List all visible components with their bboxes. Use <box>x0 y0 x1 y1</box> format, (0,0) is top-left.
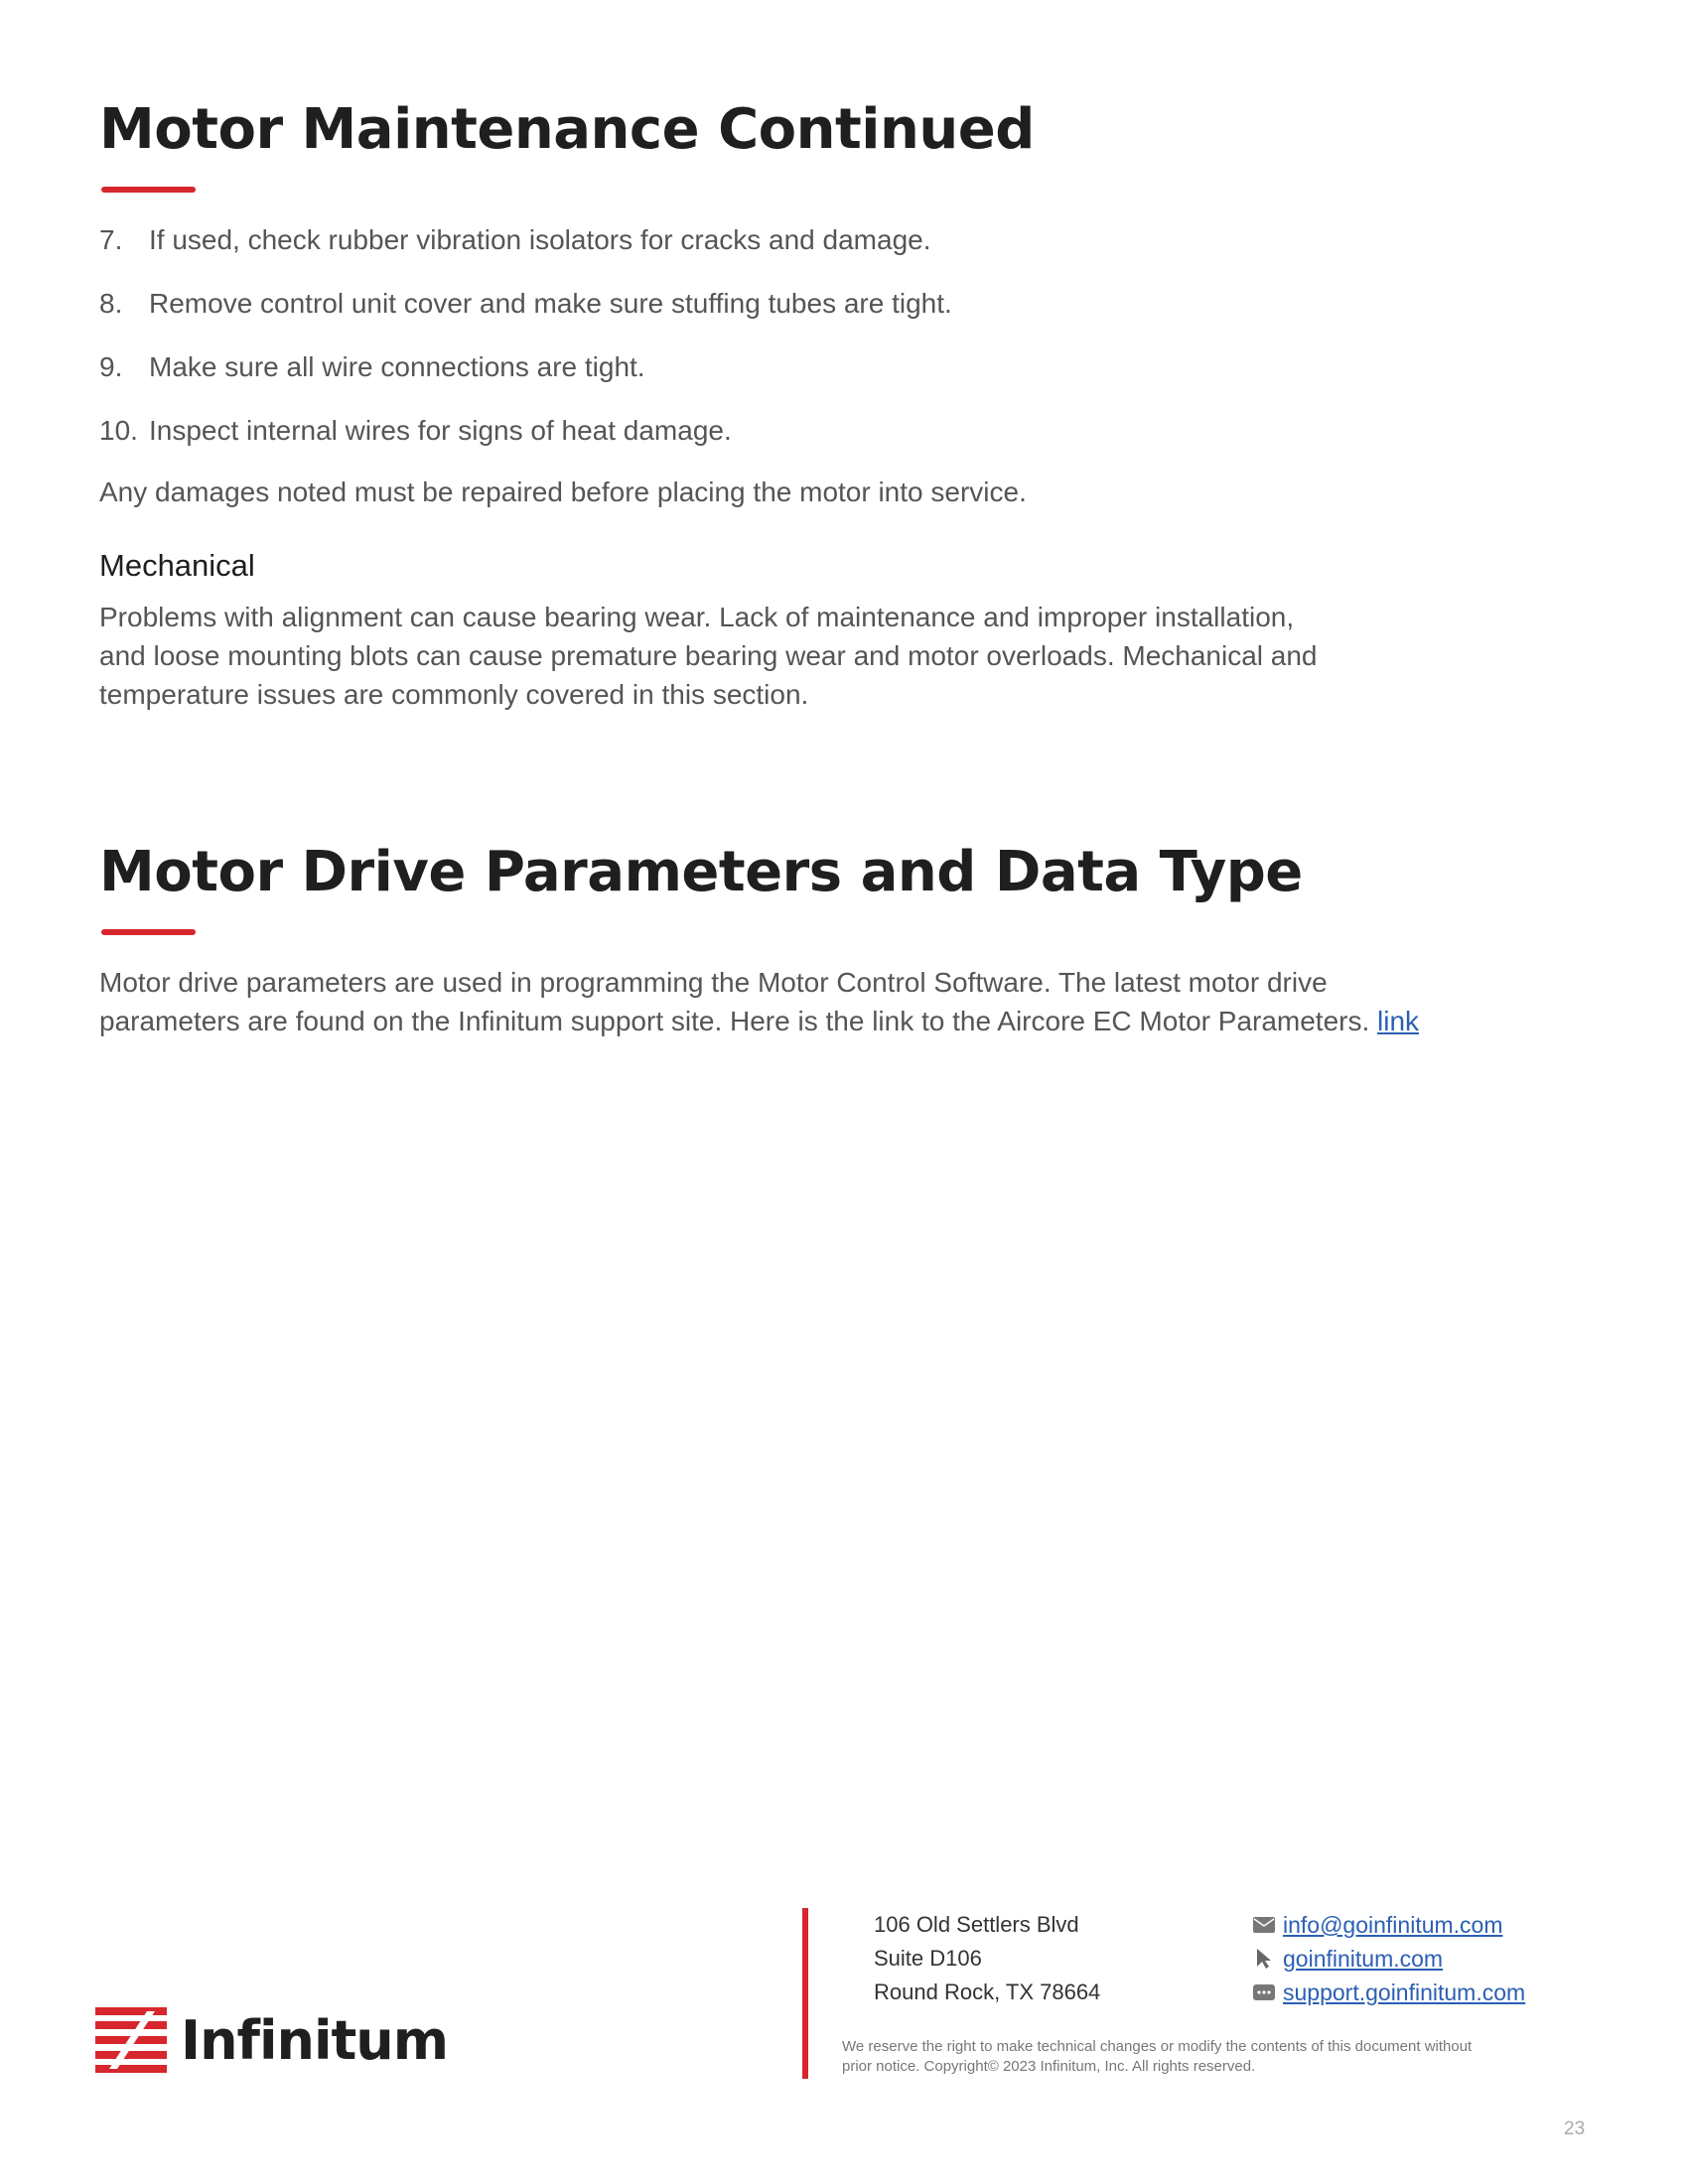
infinitum-logo-icon <box>95 2007 167 2073</box>
website-link[interactable]: goinfinitum.com <box>1283 1946 1444 1972</box>
list-number: 8. <box>99 288 123 319</box>
mechanical-heading: Mechanical <box>99 548 255 583</box>
list-text: Make sure all wire connections are tight. <box>149 351 645 382</box>
maintenance-list <box>99 222 952 477</box>
mechanical-line: temperature issues are commonly covered in this section. <box>99 679 809 710</box>
address-line: 106 Old Settlers Blvd <box>874 1912 1079 1937</box>
motor-parameters-link[interactable]: link <box>1377 1006 1420 1036</box>
list-item <box>99 413 952 477</box>
title-underline <box>101 187 196 193</box>
list-item <box>99 349 952 413</box>
email-row <box>1253 1908 1525 1942</box>
address-line: Round Rock, TX 78664 <box>874 1979 1101 2004</box>
support-link[interactable]: support.goinfinitum.com <box>1283 1979 1526 2005</box>
parameters-line: Motor drive parameters are used in programming the Motor Control Software. The latest motor drive <box>99 967 1328 998</box>
chat-icon <box>1253 1984 1275 2000</box>
mechanical-line: and loose mounting blots can cause premature bearing wear and motor overloads. Mechanical and <box>99 640 1318 671</box>
disclaimer-line: prior notice. Copyright© 2023 Infinitum, Inc. All rights reserved. <box>842 2058 1256 2075</box>
section-title: Motor Drive Parameters and Data Type <box>99 840 1303 904</box>
list-number: 10. <box>99 415 138 446</box>
page-number: 23 <box>1564 2118 1586 2139</box>
website-row <box>1253 1942 1525 1976</box>
list-number: 7. <box>99 224 123 255</box>
logo-wordmark: Infinitum <box>181 2008 449 2072</box>
address-line: Suite D106 <box>874 1946 982 1971</box>
email-link[interactable]: info@goinfinitum.com <box>1283 1912 1503 1938</box>
list-text: Remove control unit cover and make sure stuffing tubes are tight. <box>149 288 952 319</box>
list-text: If used, check rubber vibration isolators for cracks and damage. <box>149 224 931 255</box>
mail-icon <box>1253 1917 1275 1933</box>
damage-note: Any damages noted must be repaired before placing the motor into service. <box>99 477 1027 507</box>
cursor-icon <box>1253 1948 1275 1970</box>
mechanical-line: Problems with alignment can cause bearing wear. Lack of maintenance and improper installation, <box>99 602 1295 632</box>
parameters-line-text: parameters are found on the Infinitum support site. Here is the link to the Aircore EC Motor Parameters. <box>99 1006 1370 1036</box>
company-address <box>874 1908 1100 2009</box>
mechanical-paragraph <box>99 598 1318 714</box>
copyright-disclaimer <box>842 2037 1597 2077</box>
infinitum-logo <box>95 2007 448 2073</box>
disclaimer-line: We reserve the right to make technical changes or modify the contents of this document without <box>842 2038 1473 2055</box>
list-item <box>99 286 952 349</box>
list-text: Inspect internal wires for signs of heat damage. <box>149 415 732 446</box>
footer-divider <box>802 1908 808 2079</box>
list-number: 9. <box>99 351 123 382</box>
section-title-underline <box>101 929 196 935</box>
parameters-line <box>99 1002 1419 1040</box>
list-item <box>99 222 952 286</box>
parameters-paragraph <box>99 963 1419 1040</box>
contact-links <box>1253 1908 1525 2009</box>
page-title: Motor Maintenance Continued <box>99 97 1035 162</box>
support-row <box>1253 1976 1525 2009</box>
